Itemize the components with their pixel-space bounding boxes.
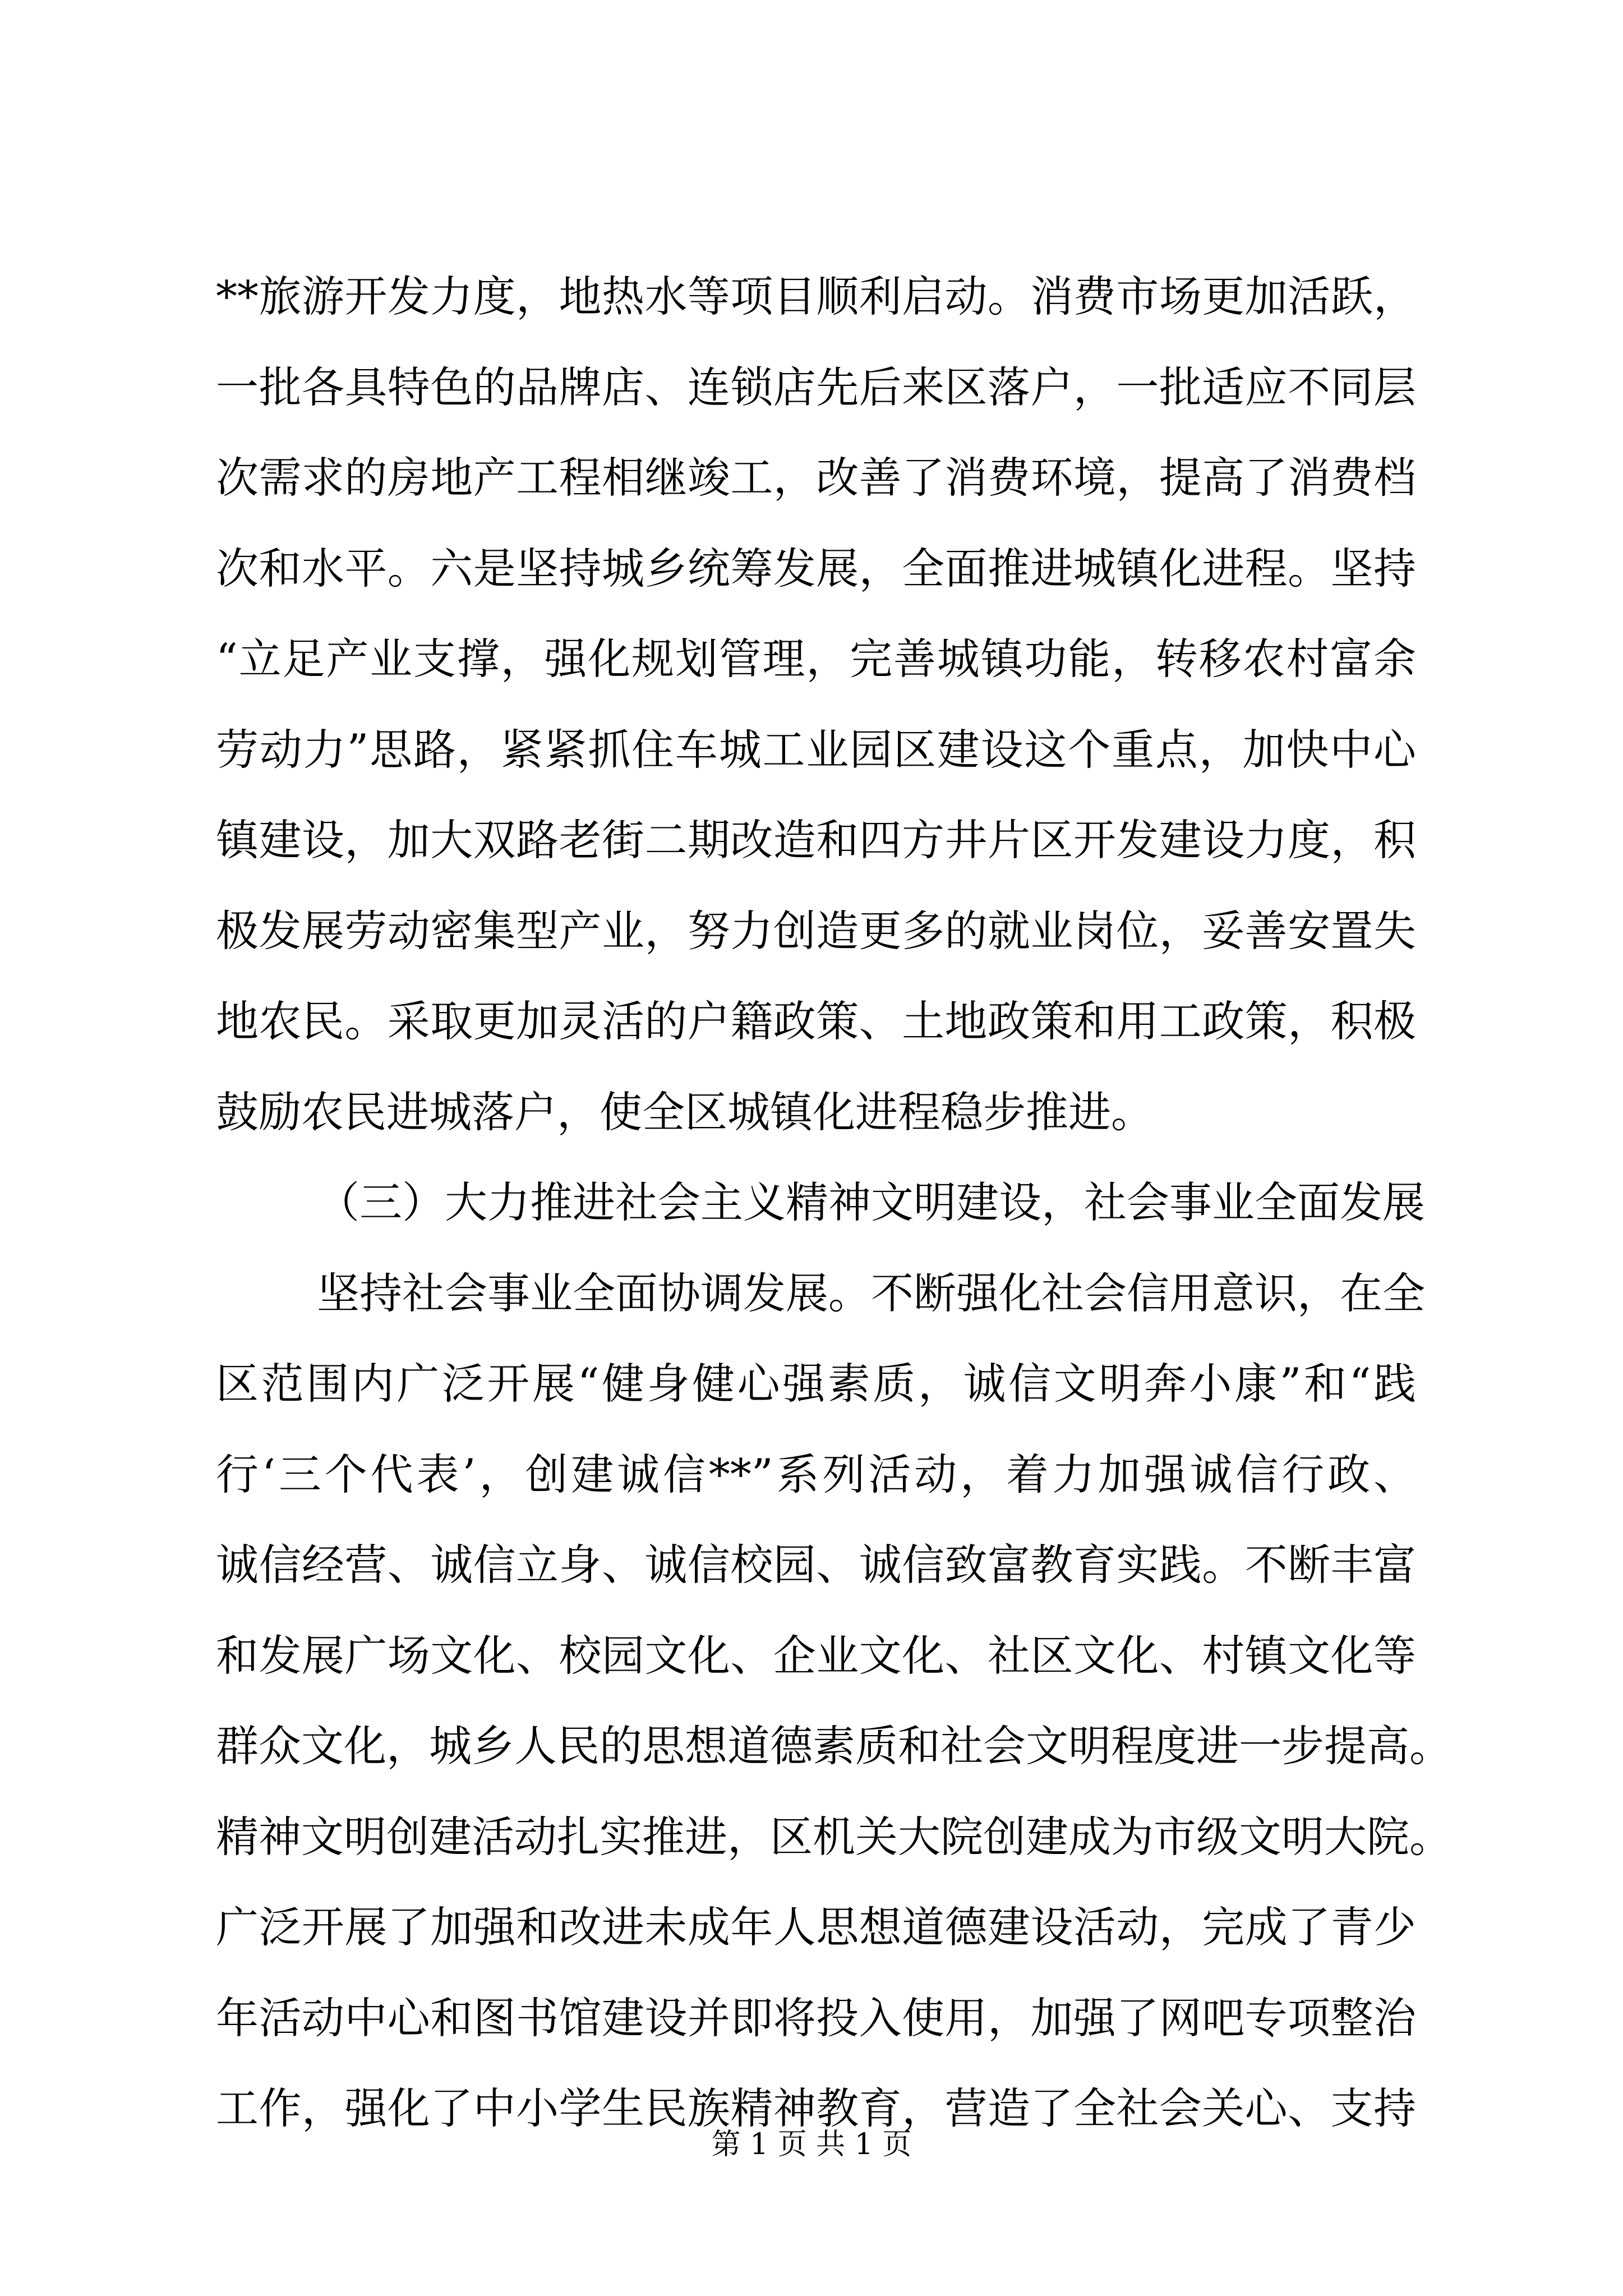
text-line: 精神文明创建活动扎实推进，区机关大院创建成为市级文明大院。 <box>216 1811 1452 1862</box>
text-line: 一批各具特色的品牌店、连锁店先后来区落户，一批适应不同层 <box>216 362 1416 412</box>
text-line: 镇建设，加大双路老街二期改造和四方井片区开发建设力度，积 <box>216 815 1416 865</box>
text-line: 年活动中心和图书馆建设并即将投入使用，加强了网吧专项整治 <box>216 1993 1416 2043</box>
text-line: 广泛开展了加强和改进未成年人思想道德建设活动，完成了青少 <box>216 1902 1416 1952</box>
section-heading: （三）大力推进社会主义精神文明建设，社会事业全面发展 <box>317 1177 1425 1227</box>
text-line: 诚信经营、诚信立身、诚信校园、诚信致富教育实践。不断丰富 <box>216 1540 1416 1590</box>
text-line: 行‘三个代表’，创建诚信**”系列活动，着力加强诚信行政、 <box>216 1449 1416 1499</box>
text-line: 地农民。采取更加灵活的户籍政策、土地政策和用工政策，积极 <box>216 996 1416 1046</box>
text-line: 次和水平。六是坚持城乡统筹发展，全面推进城镇化进程。坚持 <box>216 543 1416 593</box>
page-footer: 第 1 页 共 1 页 <box>711 2128 912 2161</box>
text-line: 次需求的房地产工程相继竣工，改善了消费环境，提高了消费档 <box>216 453 1416 503</box>
text-line: 坚持社会事业全面协调发展。不断强化社会信用意识，在全 <box>317 1268 1425 1318</box>
text-line: 劳动力”思路，紧紧抓住车城工业园区建设这个重点，加快中心 <box>216 724 1416 775</box>
text-line: 工作，强化了中小学生民族精神教育，营造了全社会关心、支持 <box>216 2083 1416 2133</box>
text-line: “立足产业支撑，强化规划管理，完善城镇功能，转移农村富余 <box>216 634 1416 684</box>
document-body <box>216 251 1452 2154</box>
text-line: **旅游开发力度，地热水等项目顺利启动。消费市场更加活跃， <box>216 272 1416 321</box>
text-line: 鼓励农民进城落户，使全区城镇化进程稳步推进。 <box>216 1087 1154 1137</box>
text-line: 区范围内广泛开展“健身健心强素质，诚信文明奔小康”和“践 <box>216 1359 1416 1409</box>
text-line: 群众文化，城乡人民的思想道德素质和社会文明程度进一步提高。 <box>216 1721 1452 1771</box>
text-line: 和发展广场文化、校园文化、企业文化、社区文化、村镇文化等 <box>216 1630 1416 1681</box>
text-line: 极发展劳动密集型产业，努力创造更多的就业岗位，妥善安置失 <box>216 905 1416 956</box>
